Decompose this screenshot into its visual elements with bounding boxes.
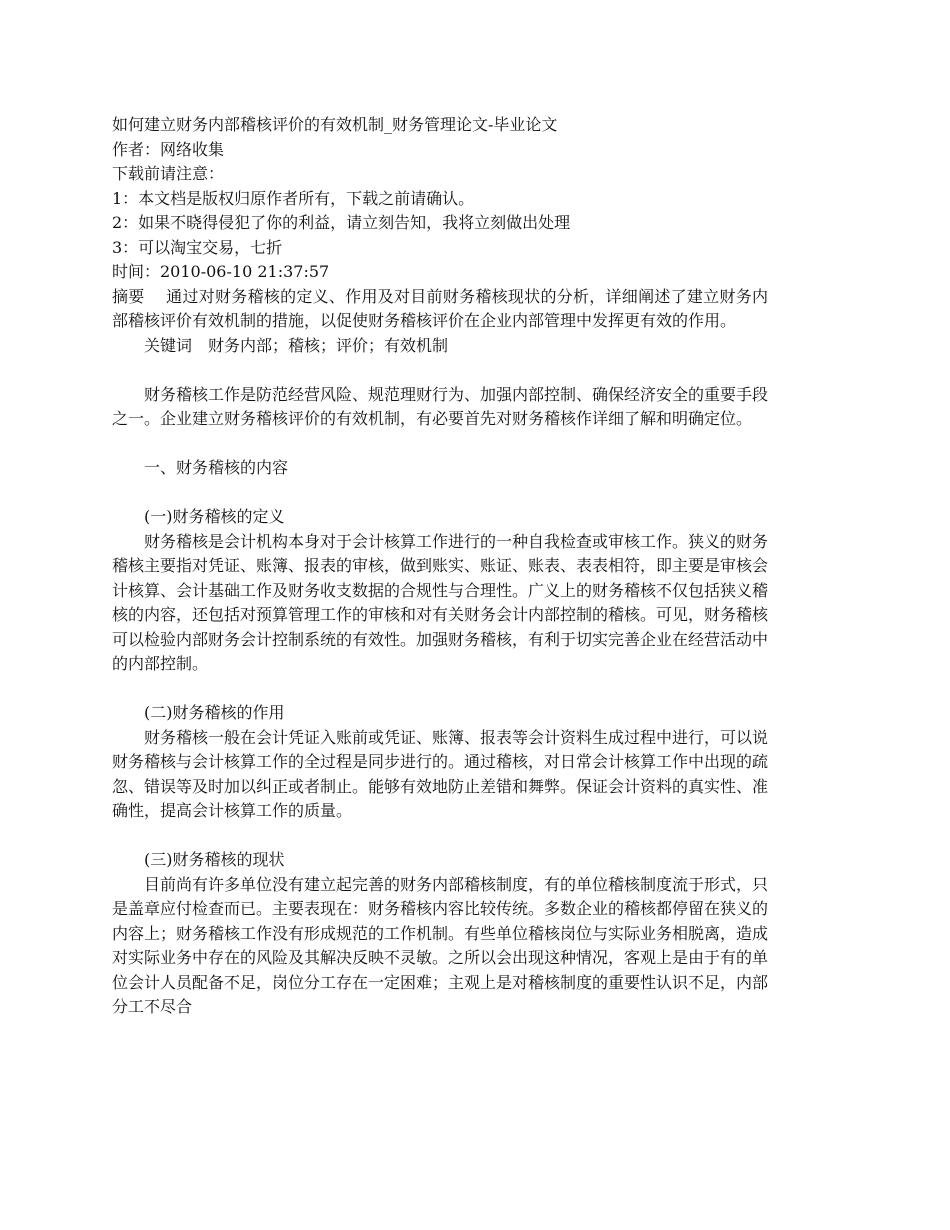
spacer (112, 358, 768, 383)
subsection-body-2: 财务稽核一般在会计凭证入账前或凭证、账簿、报表等会计资料生成过程中进行，可以说财务稽核与会计核算工作的全过程是同步进行的。通过稽核，对日常会计核算工作中出现的疏忽、错误等及时加以纠正或者制止。能够有效地防止差错和舞弊。保证会计资料的真实性、准确性，提高会计核算工作的质量。 (112, 727, 769, 820)
subsection-heading-2: (二)财务稽核的作用 (144, 703, 285, 722)
spacer (112, 432, 768, 457)
notice-item-2: 2：如果不晓得侵犯了你的利益，请立刻告知，我将立刻做出处理 (112, 213, 571, 232)
author-line: 作者：网络收集 (112, 139, 225, 159)
subsection-body-3: 目前尚有许多单位没有建立起完善的财务内部稽核制度，有的单位稽核制度流于形式，只是盖章应付检查而已。主要表现在：财务稽核内容比较传统。多数企业的稽核都停留在狭义的内容上；财务稽核工作没有形成规范的工作机制。有些单位稽核岗位与实际业务相脱离，造成对实际业务中存在的风险及其解决反映不灵敏。之所以会出现这种情况，客观上是由于有的单位会计人员配备不足，岗位分工存在一定困难；主观上是对稽核制度的重要性认识不足，内部分工不尽合 (112, 874, 769, 1016)
subsection-body-1: 财务稽核是会计机构本身对于会计核算工作进行的一种自我检查或审核工作。狭义的财务稽核主要指对凭证、账簿、报表的审核，做到账实、账证、账表、表表相符，即主要是审核会计核算、会计基础工作及财务收支数据的合规性与合理性。广义上的财务稽核不仅包括狭义稽核的内容，还包括对预算管理工作的审核和对有关财务会计内部控制的稽核。可见，财务稽核可以检验内部财务会计控制系统的有效性。加强财务稽核，有利于切实完善企业在经营活动中的内部控制。 (112, 531, 769, 673)
section-heading-1: 一、财务稽核的内容 (144, 458, 289, 477)
document-title: 如何建立财务内部稽核评价的有效机制_财务管理论文-毕业论文 (112, 115, 558, 134)
spacer (112, 481, 768, 506)
abstract-paragraph: 摘要 通过对财务稽核的定义、作用及对目前财务稽核现状的分析，详细阐述了建立财务内部稽核评价有效机制的措施，以促使财务稽核评价在企业内部管理中发挥更有效的作用。 (112, 286, 768, 330)
spacer (112, 677, 768, 702)
subsection-heading-1: (一)财务稽核的定义 (144, 507, 285, 526)
timestamp: 时间：2010-06-10 21:37:57 (112, 262, 330, 281)
spacer (112, 824, 768, 849)
notice-item-1: 1：本文档是版权归原作者所有，下载之前请确认。 (112, 188, 475, 208)
intro-paragraph: 财务稽核工作是防范经营风险、规范理财行为、加强内部控制、确保经济安全的重要手段之一。企业建立财务稽核评价的有效机制，有必要首先对财务稽核作详细了解和明确定位。 (112, 384, 769, 428)
subsection-heading-3: (三)财务稽核的现状 (144, 850, 285, 869)
notice-item-3: 3：可以淘宝交易，七折 (112, 237, 283, 257)
document-page (112, 113, 768, 1020)
notice-heading: 下载前请注意： (112, 164, 225, 183)
keywords-line: 关键词 财务内部；稽核；评价；有效机制 (144, 335, 449, 355)
